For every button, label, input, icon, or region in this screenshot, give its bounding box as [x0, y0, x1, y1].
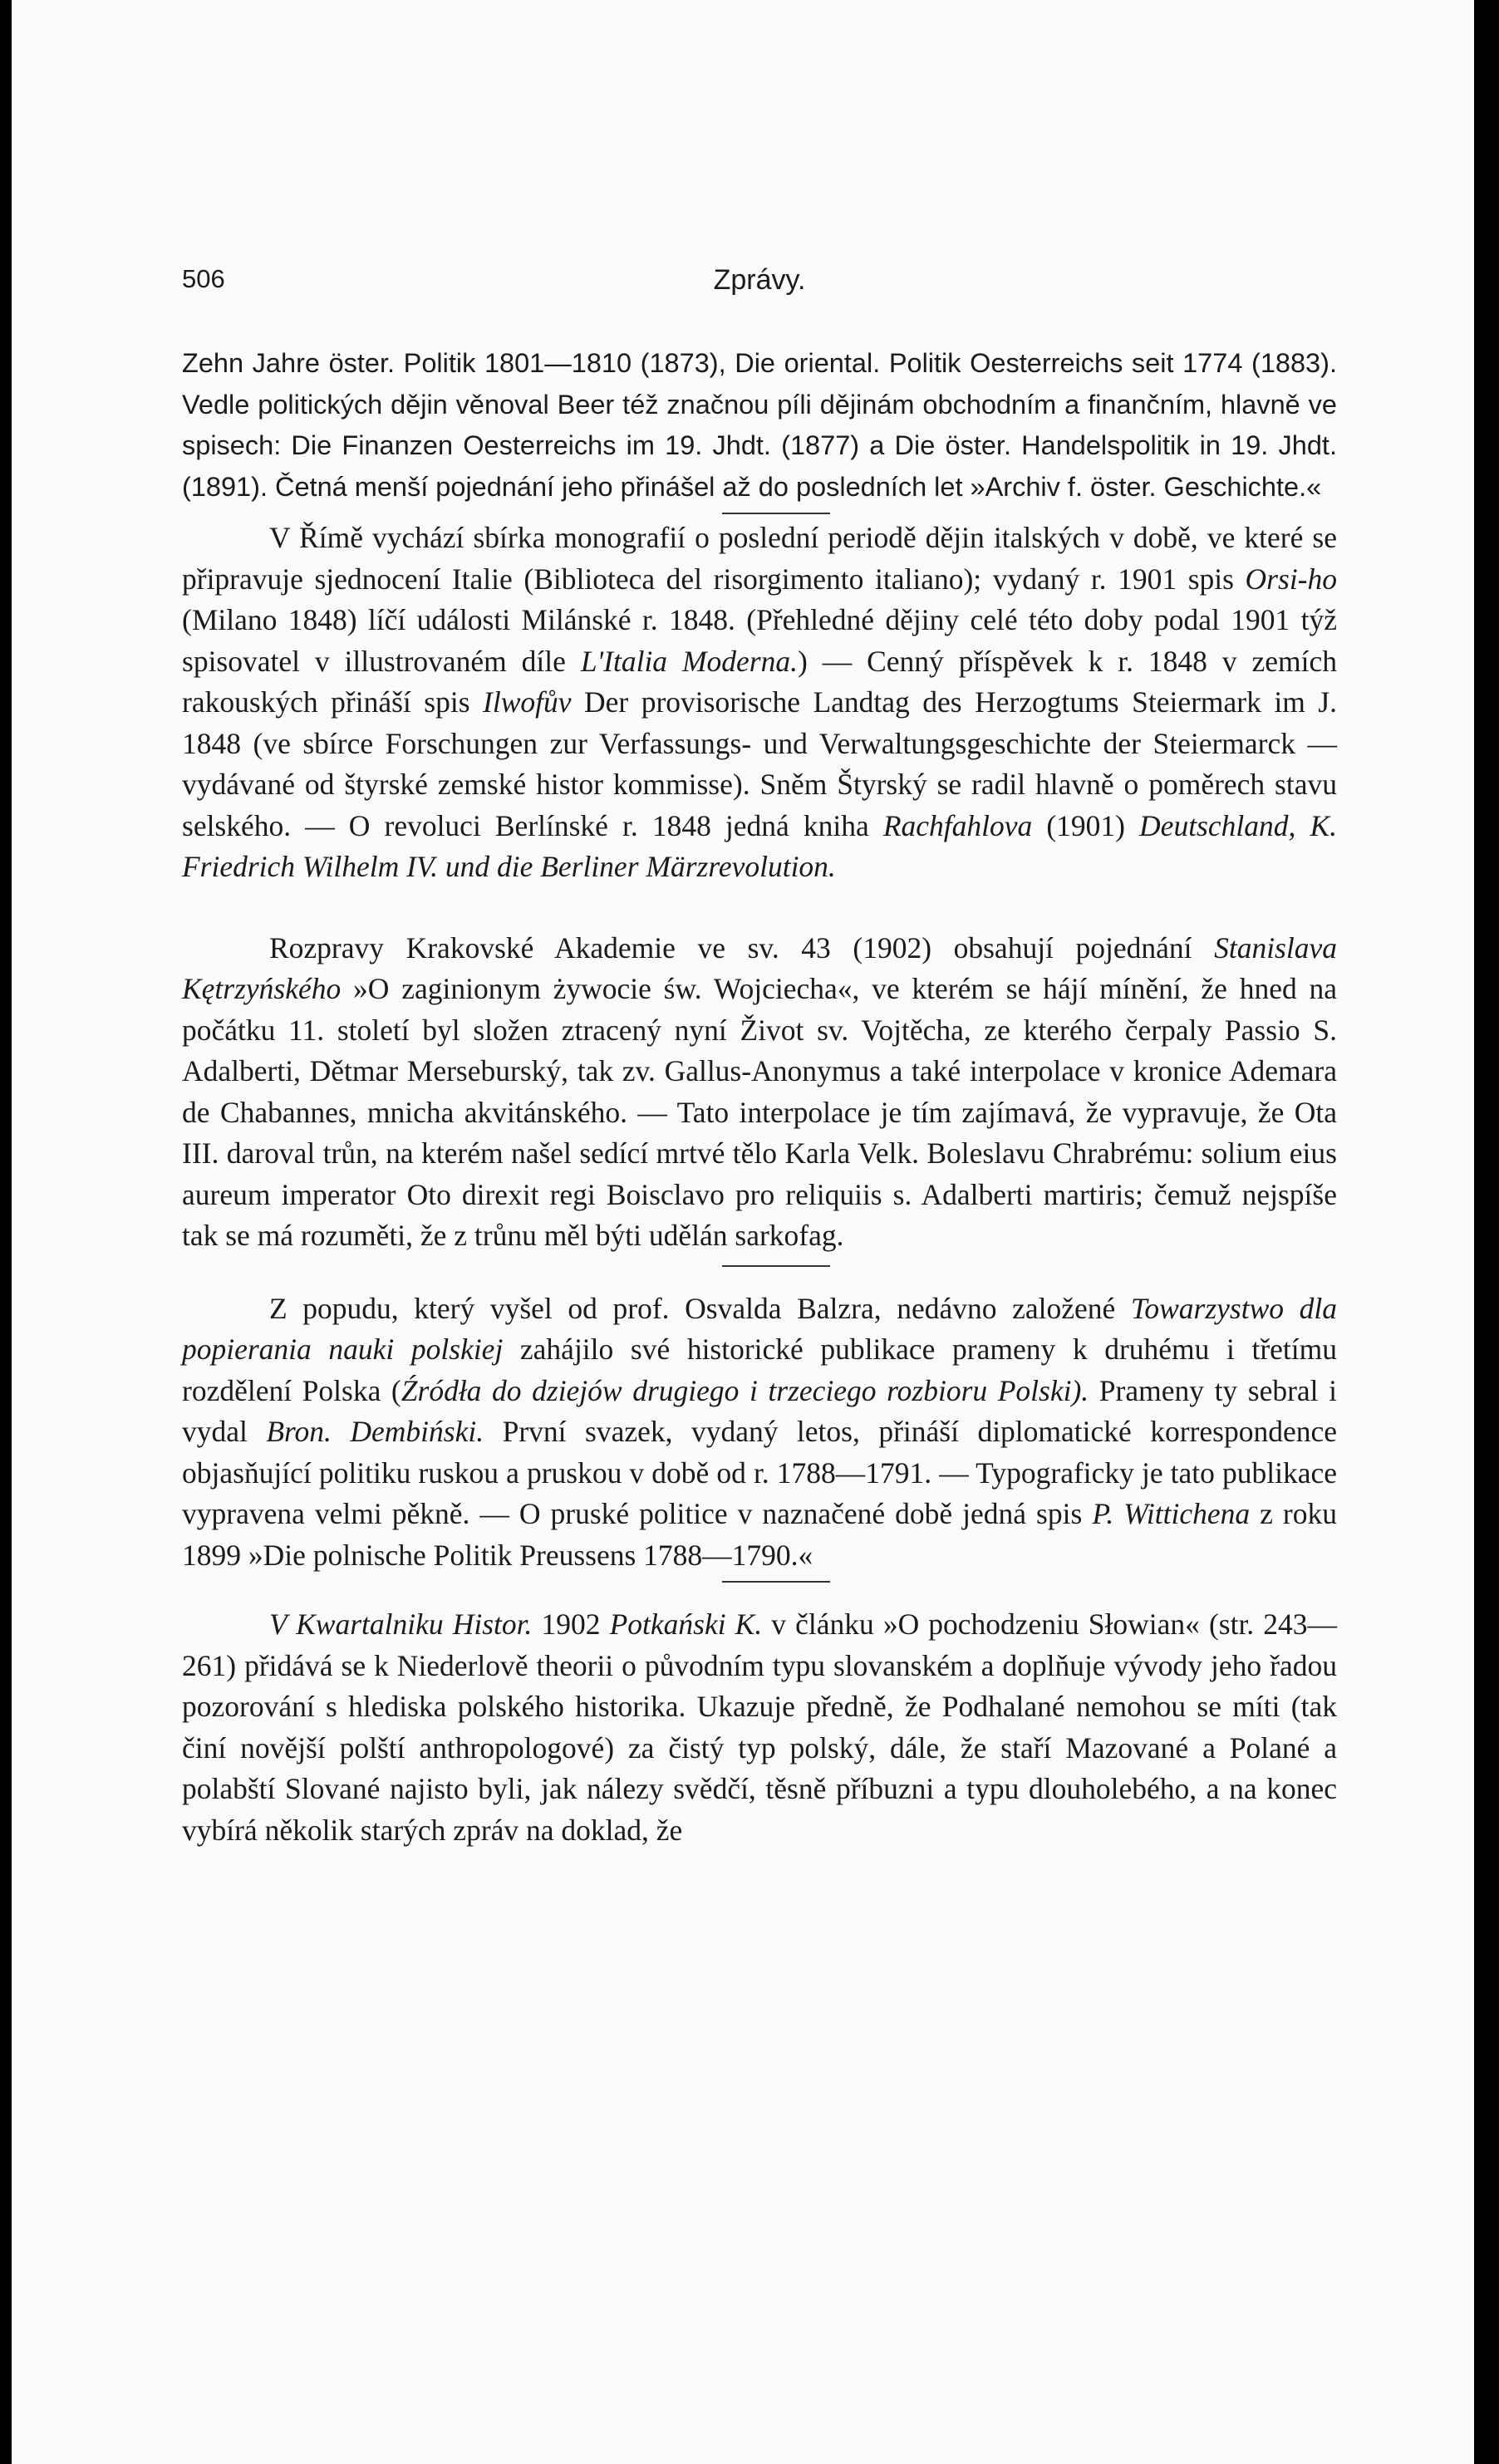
section-separator: [722, 1265, 830, 1267]
text-run: Z popudu, který vyšel od prof. Osvalda Balzra, nedávno založené: [269, 1291, 1131, 1325]
page-number: 506: [182, 264, 225, 293]
text-run: Rozpravy Krakovské Akademie ve sv. 43 (1902) obsahují pojednání: [269, 930, 1215, 964]
text-run: (Milano 1848) líčí události Milánské r. 1848. (Přehledné dějiny celé této doby podal 1901 týž spisovatel v illustrovaném díle: [182, 603, 1337, 678]
text-run: V Římě vychází sbírka monografií o poslední periodě dějin italských v době, ve které se připravuje sjednocení Italie (Biblioteca del risorgimento italiano); vydaný r. 1901 spis: [182, 521, 1337, 596]
paragraph-krakow-academy: [182, 928, 1337, 1257]
text-run: zahájilo své historické publikace prameny k druhému i třetímu rozdělení Polska (: [182, 1333, 1337, 1407]
italic-text-run: L'Italia Moderna.: [580, 644, 798, 678]
paragraph-gap: [182, 888, 1337, 928]
text-run: (1901): [1032, 808, 1140, 842]
running-head: Zprávy.: [713, 264, 806, 296]
text-run: Zehn Jahre öster. Politik 1801—1810 (1873), Die oriental. Politik Oesterreichs seit 1774 (1883). Vedle politických dějin věnoval Beer též značnou píli dějinám obchodním a finančním, hlavně ve spisech: Die Finanzen Oesterreichs im 19. Jhdt. (1877) a Die öster. Handelspolitik in 19. Jhdt. (1891). Četná menší pojednání jeho přinášel až do posledních let »Archiv f. öster. Geschichte.«: [182, 348, 1337, 502]
book-page: [12, 0, 1474, 2464]
italic-text-run: Deutschland, K. Friedrich Wilhelm IV. und die Berliner Märzrevolution.: [182, 808, 1337, 883]
italic-text-run: Potkański K.: [609, 1607, 763, 1641]
italic-text-run: Ilwofův: [483, 685, 572, 719]
italic-text-run: V Kwartalniku Histor.: [269, 1607, 533, 1641]
italic-text-run: P. Wittichena: [1092, 1497, 1251, 1530]
paragraph-beer-continuation: [182, 343, 1337, 508]
section-separator: [722, 513, 830, 514]
page-body: [182, 343, 1337, 1851]
italic-text-run: Orsi-ho: [1245, 562, 1337, 596]
section-separator: [722, 1581, 830, 1583]
text-run: z roku 1899 »Die polnische Politik Preussens 1788—1790.«: [182, 1497, 1337, 1572]
text-run: Prameny ty sebral i vydal: [182, 1373, 1337, 1448]
paragraph-kwartalnik: [182, 1604, 1337, 1851]
italic-text-run: Rachfahlova: [882, 808, 1033, 842]
italic-text-run: Stanislava Kętrzyńského: [182, 930, 1337, 1005]
text-run: v článku »O pochodzeniu Słowian« (str. 243—261) přidává se k Niederlově theorii o původním typu slovanském a doplňuje vývody jeho řadou pozorování s hlediska polského historika. Ukazuje předně, že Podhalané nemohou se míti (tak činí novější polští anthropologové) za čistý typ polský, dále, že staří Mazované a Polané a polabští Slované najisto byli, jak nálezy svědčí, těsně příbuzni a typu dlouholebého, a na konec vybírá několik starých zpráv na doklad, že: [182, 1607, 1338, 1847]
text-run: ) — Cenný příspěvek k r. 1848 v zemích rakouských přináší spis: [182, 644, 1337, 719]
text-run: Der provisorische Landtag des Herzogtums Steiermark im J. 1848 (ve sbírce Forschungen zur Verfassungs- und Verwaltungsgeschichte der Steiermarck — vydávané od štyrské zemské histor kommisse). Sněm Štyrský se radil hlavně o poměrech stavu selského. — O revoluci Berlínské r. 1848 jedná kniha: [182, 685, 1338, 842]
paragraph-polish-partitions: [182, 1288, 1337, 1577]
italic-text-run: Towarzystwo dla popierania nauki polskiej: [182, 1291, 1337, 1366]
italic-text-run: Źródła do dziejów drugiego i trzeciego rozbioru Polski).: [401, 1373, 1089, 1407]
text-run: 1902: [532, 1607, 610, 1641]
text-run: »O zaginionym żywocie św. Wojciecha«, ve kterém se hájí mínění, že hned na počátku 11. století byl složen ztracený nyní Život sv. Vojtěcha, ze kterého čerpaly Passio S. Adalberti, Dětmar Merseburský, tak zv. Gallus-Anonymus a také interpolace v kronice Ademara de Chabannes, mnicha akvitánského. — Tato interpolace je tím zajímavá, že vypravuje, že Ota III. daroval trůn, na kterém našel sedící mrtvé tělo Karla Velk. Boleslavu Chrabrému: solium eius aureum imperator Oto direxit regi Boisclavo pro reliquiis s. Adalberti martiris; čemuž nejspíše tak se má rozuměti, že z trůnu měl býti udělán sarkofag.: [182, 972, 1337, 1252]
page-header: [182, 264, 1337, 306]
paragraph-risorgimento: [182, 518, 1337, 888]
text-run: První svazek, vydaný letos, přináší diplomatické korrespondence objasňující politiku ruskou a pruskou v době od r. 1788—1791. — Typograficky je tato publikace vypravena velmi pěkně. — O pruské politice v naznačené době jedná spis: [182, 1415, 1337, 1530]
italic-text-run: Bron. Dembiński.: [266, 1415, 484, 1448]
